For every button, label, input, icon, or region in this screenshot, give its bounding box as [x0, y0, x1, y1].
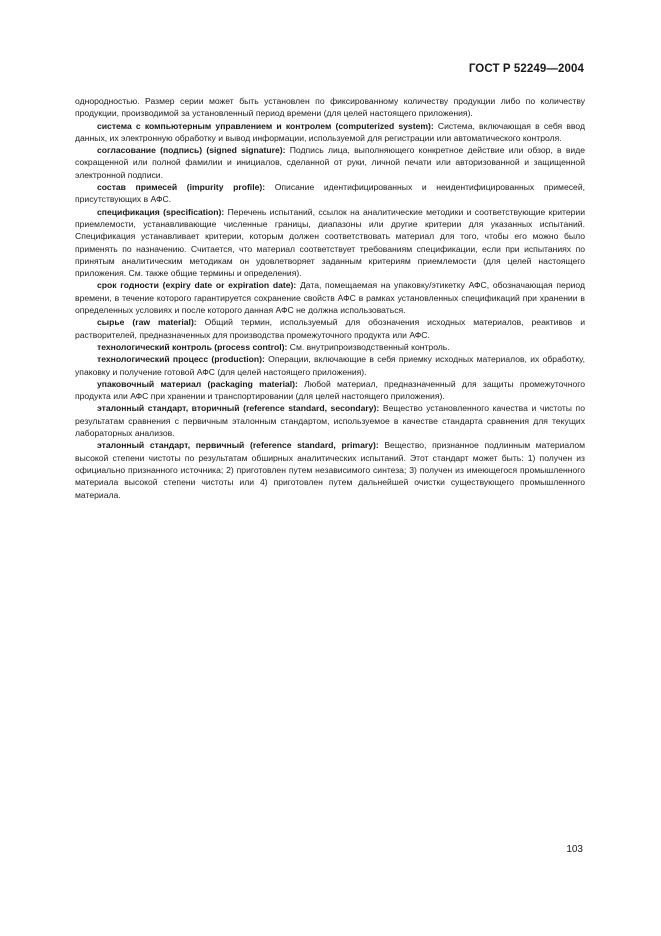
- definition-paragraph: [75, 316, 585, 341]
- definition-term: спецификация (specification):: [97, 206, 225, 217]
- definition-text: Система, включающая в себя ввод данных, их электронную обработку и вывод информации, используемой для регистрации или автоматического контроля.: [75, 120, 586, 143]
- definition-text: Подпись лица, выполняющего конкретное действие или обзор, в виде сокращенной или полной фамилии и инициалов, сделанной от руки, личной печати или авторизованной и защищенной электронной подписи.: [75, 145, 586, 180]
- definition-paragraph: [75, 439, 585, 500]
- definition-text: Описание идентифицированных и неидентифицированных примесей, присутствующих в АФС.: [75, 182, 586, 205]
- definition-term: согласование (подпись) (signed signature):: [97, 145, 286, 156]
- definition-term: срок годности (expiry date or expiration date):: [97, 280, 297, 291]
- definition-paragraph: [75, 378, 585, 403]
- definition-text: Вещество, признанное подлинным материалом высокой степени чистоты по результатам обширных аналитических испытаний. Этот стандарт может быть: 1) получен из официально признанного источника; 2) приготовлен путем независимого синтеза; 3) получен из имеющегося промышленного материала высокой степени чистоты или 4) приготовлен путем дальнейшей очистки существующего промышленного материала.: [75, 440, 586, 500]
- definition-paragraph: [75, 341, 585, 353]
- definition-paragraph: [75, 279, 585, 316]
- definition-paragraph: [75, 120, 585, 145]
- definition-term: система с компьютерным управлением и контролем (computerized system):: [97, 120, 434, 131]
- definition-paragraph: [75, 144, 585, 181]
- definition-term: сырье (raw material):: [97, 317, 197, 328]
- definition-term: технологический процесс (production):: [97, 354, 265, 365]
- definition-text: Операции, включающие в себя приемку исходных материалов, их обработку, упаковку и получение готовой АФС (для целей настоящего приложения).: [75, 354, 585, 377]
- definition-term: состав примесей (impurity profile):: [97, 182, 266, 193]
- definition-text: Дата, помещаемая на упаковку/этикетку АФС, обозначающая период времени, в течение которого гарантируется сохранение свойств АФС в рамках установленных спецификаций при хранении в определенных условиях и после которого данная АФС не должна использоваться.: [75, 280, 586, 316]
- page-number: 103: [566, 844, 583, 855]
- definition-term: технологический контроль (process control):: [97, 341, 288, 352]
- definition-paragraph: [75, 206, 585, 280]
- definition-text: Общий термин, используемый для обозначения исходных материалов, реактивов и растворителей, предназначенных для производства промежуточного продукта или АФС.: [75, 317, 585, 340]
- definition-term: упаковочный материал (packaging material):: [97, 378, 298, 389]
- definition-term: эталонный стандарт, вторичный (reference standard, secondary):: [97, 403, 380, 414]
- definition-text: Любой материал, предназначенный для защиты промежуточного продукта или АФС при хранении и транспортировании (для целей настоящего приложения).: [75, 378, 585, 402]
- document-number: ГОСТ Р 52249—2004: [468, 63, 584, 75]
- intro-paragraph: однородностью. Размер серии может быть установлен по фиксированному количеству продукции либо по количеству продукции, производимой за установленный период времени (для целей настоящего приложения).: [75, 96, 585, 119]
- definition-paragraph: [75, 353, 585, 378]
- definition-paragraph: [75, 402, 585, 439]
- definition-paragraph: [75, 181, 585, 206]
- definition-term: эталонный стандарт, первичный (reference standard, primary):: [97, 440, 379, 451]
- definition-text: Перечень испытаний, ссылок на аналитические методики и соответствующие критерии приемлемости, устанавливающие численные границы, диапазоны или другие критерии для указанных испытаний. Спецификация устанавливает критерии, которым должен соответствовать материал для того, чтобы его можно было применять по назначению. Считается, что материал соответствует требованиям спецификации, если при испытаниях по принятым аналитическим методикам он удовлетворяет заданным критериям приемлемости (для целей настоящего приложения. См. также общие термины и определения).: [75, 206, 585, 279]
- document-body: [75, 95, 585, 501]
- definition-text: См. внутрипроизводственный контроль.: [287, 341, 450, 352]
- definition-text: Вещество установленного качества и чистоты по результатам сравнения с первичным эталонным стандартом, используемое в качестве стандарта сравнения для текущих лабораторных анализов.: [75, 403, 585, 439]
